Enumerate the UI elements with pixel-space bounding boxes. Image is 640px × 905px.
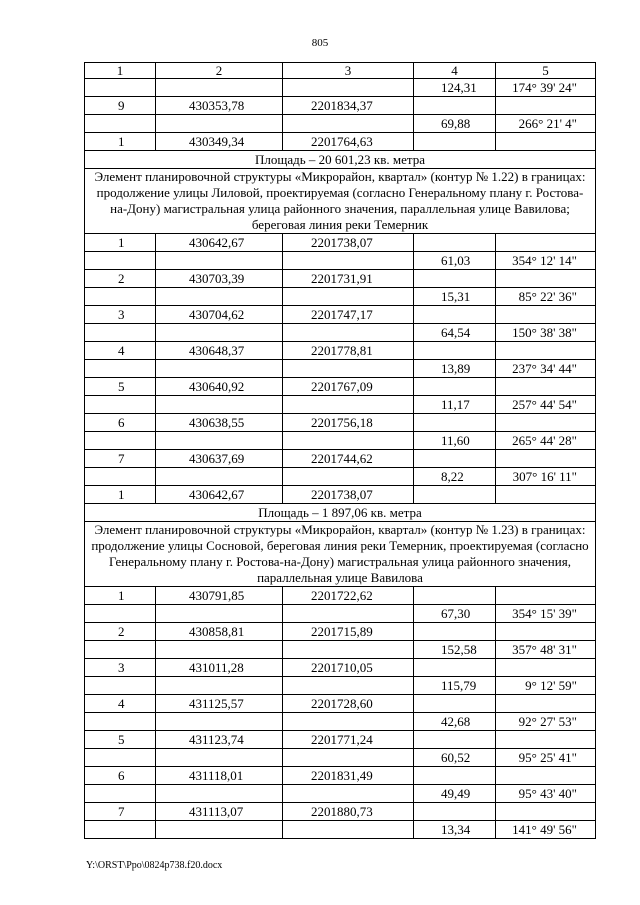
point-number-cell [85, 749, 156, 767]
point-number-cell: 6 [85, 767, 156, 785]
point-number-cell [85, 677, 156, 695]
y-coordinate-cell [283, 115, 414, 133]
element-description: Элемент планировочной структуры «Микрорайон, квартал» (контур № 1.23) в границах: продолжение улицы Сосновой, береговая линия реки Темерник, проектируемая (согласно Генеральному плану г. Ростова-на-Дону) магистральная улица районного значения, параллельная улице Вавилова [85, 522, 596, 587]
y-coordinate-cell: 2201738,07 [283, 234, 414, 252]
point-number-cell [85, 821, 156, 839]
y-coordinate-cell: 2201731,91 [283, 270, 414, 288]
x-coordinate-cell [156, 785, 283, 803]
x-coordinate-cell [156, 468, 283, 486]
bearing-cell [496, 659, 596, 677]
area-text: Площадь – 1 897,06 кв. метра [85, 504, 596, 522]
table-row [85, 785, 596, 803]
x-coordinate-cell: 430648,37 [156, 342, 283, 360]
x-coordinate-cell: 430858,81 [156, 623, 283, 641]
y-coordinate-cell: 2201747,17 [283, 306, 414, 324]
bearing-cell: 95° 43' 40" [496, 785, 596, 803]
table-row [85, 133, 596, 151]
x-coordinate-cell: 431125,57 [156, 695, 283, 713]
x-coordinate-cell: 431113,07 [156, 803, 283, 821]
y-coordinate-cell: 2201728,60 [283, 695, 414, 713]
x-coordinate-cell [156, 605, 283, 623]
point-number-cell: 6 [85, 414, 156, 432]
table-row [85, 486, 596, 504]
distance-cell: 115,79 [414, 677, 496, 695]
table-row [85, 468, 596, 486]
x-coordinate-cell: 430791,85 [156, 587, 283, 605]
point-number-cell: 5 [85, 378, 156, 396]
table-row [85, 378, 596, 396]
y-coordinate-cell: 2201831,49 [283, 767, 414, 785]
distance-cell: 42,68 [414, 713, 496, 731]
element-description-row [85, 169, 596, 234]
bearing-cell: 85° 22' 36" [496, 288, 596, 306]
table-row [85, 659, 596, 677]
point-number-cell: 2 [85, 270, 156, 288]
bearing-cell: 174° 39' 24" [496, 79, 596, 97]
bearing-cell: 307° 16' 11" [496, 468, 596, 486]
x-coordinate-cell [156, 821, 283, 839]
x-coordinate-cell: 430640,92 [156, 378, 283, 396]
distance-cell [414, 623, 496, 641]
point-number-cell [85, 324, 156, 342]
bearing-cell: 354° 15' 39" [496, 605, 596, 623]
distance-cell [414, 587, 496, 605]
x-coordinate-cell [156, 396, 283, 414]
y-coordinate-cell: 2201764,63 [283, 133, 414, 151]
point-number-cell [85, 252, 156, 270]
x-coordinate-cell [156, 79, 283, 97]
y-coordinate-cell: 2201738,07 [283, 486, 414, 504]
y-coordinate-cell [283, 677, 414, 695]
x-coordinate-cell: 430353,78 [156, 97, 283, 115]
table-row [85, 270, 596, 288]
file-path-footer: Y:\ORST\Ppo\0824p738.f20.docx [86, 860, 223, 871]
distance-cell [414, 659, 496, 677]
bearing-cell: 141° 49' 56" [496, 821, 596, 839]
bearing-cell [496, 234, 596, 252]
bearing-cell [496, 342, 596, 360]
table-row [85, 414, 596, 432]
distance-cell [414, 306, 496, 324]
y-coordinate-cell [283, 252, 414, 270]
x-coordinate-cell: 431123,74 [156, 731, 283, 749]
table-row [85, 749, 596, 767]
table-row [85, 234, 596, 252]
point-number-cell: 9 [85, 97, 156, 115]
point-number-cell [85, 79, 156, 97]
point-number-cell: 4 [85, 342, 156, 360]
distance-cell [414, 731, 496, 749]
header-cell: 4 [414, 63, 496, 79]
x-coordinate-cell [156, 360, 283, 378]
bearing-cell [496, 97, 596, 115]
table-row [85, 641, 596, 659]
distance-cell: 64,54 [414, 324, 496, 342]
element-description-row [85, 522, 596, 587]
y-coordinate-cell [283, 324, 414, 342]
table-row [85, 396, 596, 414]
distance-cell: 8,22 [414, 468, 496, 486]
point-number-cell [85, 288, 156, 306]
table-row [85, 115, 596, 133]
x-coordinate-cell [156, 749, 283, 767]
bearing-cell [496, 587, 596, 605]
bearing-cell [496, 450, 596, 468]
bearing-cell: 265° 44' 28" [496, 432, 596, 450]
table-row [85, 713, 596, 731]
distance-cell [414, 342, 496, 360]
x-coordinate-cell: 430642,67 [156, 234, 283, 252]
x-coordinate-cell: 431118,01 [156, 767, 283, 785]
y-coordinate-cell [283, 641, 414, 659]
y-coordinate-cell: 2201756,18 [283, 414, 414, 432]
point-number-cell [85, 713, 156, 731]
y-coordinate-cell [283, 79, 414, 97]
x-coordinate-cell: 430349,34 [156, 133, 283, 151]
point-number-cell: 7 [85, 450, 156, 468]
header-cell: 5 [496, 63, 596, 79]
distance-cell [414, 270, 496, 288]
bearing-cell [496, 623, 596, 641]
area-row [85, 504, 596, 522]
y-coordinate-cell [283, 605, 414, 623]
x-coordinate-cell: 430703,39 [156, 270, 283, 288]
table-row [85, 677, 596, 695]
header-cell: 2 [156, 63, 283, 79]
distance-cell: 13,89 [414, 360, 496, 378]
y-coordinate-cell: 2201767,09 [283, 378, 414, 396]
y-coordinate-cell [283, 785, 414, 803]
table-row [85, 587, 596, 605]
x-coordinate-cell [156, 677, 283, 695]
table-row [85, 288, 596, 306]
y-coordinate-cell [283, 360, 414, 378]
page-number: 805 [311, 37, 329, 49]
distance-cell [414, 378, 496, 396]
point-number-cell [85, 641, 156, 659]
table-row [85, 623, 596, 641]
point-number-cell [85, 432, 156, 450]
distance-cell [414, 234, 496, 252]
bearing-cell [496, 378, 596, 396]
distance-cell: 152,58 [414, 641, 496, 659]
bearing-cell [496, 270, 596, 288]
bearing-cell [496, 803, 596, 821]
point-number-cell: 1 [85, 234, 156, 252]
table-row [85, 767, 596, 785]
x-coordinate-cell: 430638,55 [156, 414, 283, 432]
y-coordinate-cell: 2201715,89 [283, 623, 414, 641]
point-number-cell: 1 [85, 133, 156, 151]
distance-cell: 61,03 [414, 252, 496, 270]
distance-cell: 11,60 [414, 432, 496, 450]
bearing-cell: 237° 34' 44" [496, 360, 596, 378]
table-row [85, 450, 596, 468]
x-coordinate-cell [156, 432, 283, 450]
point-number-cell: 1 [85, 486, 156, 504]
y-coordinate-cell: 2201744,62 [283, 450, 414, 468]
distance-cell [414, 133, 496, 151]
table-row [85, 360, 596, 378]
distance-cell [414, 695, 496, 713]
point-number-cell [85, 115, 156, 133]
x-coordinate-cell: 430704,62 [156, 306, 283, 324]
bearing-cell: 357° 48' 31" [496, 641, 596, 659]
area-text: Площадь – 20 601,23 кв. метра [85, 151, 596, 169]
point-number-cell: 3 [85, 659, 156, 677]
element-description: Элемент планировочной структуры «Микрорайон, квартал» (контур № 1.22) в границах: продолжение улицы Лиловой, проектируемая (согласно Генеральному плану г. Ростова-на-Дону) магистральная улица районного значения, параллельная улице Вавилова; береговая линия реки Темерник [85, 169, 596, 234]
distance-cell [414, 803, 496, 821]
point-number-cell: 5 [85, 731, 156, 749]
x-coordinate-cell [156, 324, 283, 342]
table-row [85, 342, 596, 360]
bearing-cell [496, 306, 596, 324]
area-row [85, 151, 596, 169]
x-coordinate-cell [156, 252, 283, 270]
table-row [85, 97, 596, 115]
table-row [85, 821, 596, 839]
x-coordinate-cell [156, 115, 283, 133]
header-cell: 3 [283, 63, 414, 79]
table-row [85, 731, 596, 749]
point-number-cell: 7 [85, 803, 156, 821]
x-coordinate-cell: 430637,69 [156, 450, 283, 468]
y-coordinate-cell: 2201778,81 [283, 342, 414, 360]
distance-cell: 13,34 [414, 821, 496, 839]
point-number-cell [85, 785, 156, 803]
bearing-cell: 9° 12' 59" [496, 677, 596, 695]
distance-cell: 15,31 [414, 288, 496, 306]
table-row [85, 605, 596, 623]
coordinates-table [84, 62, 596, 839]
bearing-cell [496, 133, 596, 151]
bearing-cell [496, 414, 596, 432]
table-row [85, 252, 596, 270]
point-number-cell [85, 360, 156, 378]
bearing-cell: 266° 21' 4" [496, 115, 596, 133]
bearing-cell: 95° 25' 41" [496, 749, 596, 767]
distance-cell: 124,31 [414, 79, 496, 97]
x-coordinate-cell [156, 288, 283, 306]
bearing-cell: 257° 44' 54" [496, 396, 596, 414]
y-coordinate-cell: 2201880,73 [283, 803, 414, 821]
point-number-cell [85, 605, 156, 623]
table-header-row [85, 63, 596, 79]
x-coordinate-cell: 431011,28 [156, 659, 283, 677]
point-number-cell: 4 [85, 695, 156, 713]
point-number-cell: 1 [85, 587, 156, 605]
bearing-cell: 150° 38' 38" [496, 324, 596, 342]
point-number-cell [85, 468, 156, 486]
point-number-cell [85, 396, 156, 414]
bearing-cell [496, 486, 596, 504]
point-number-cell: 2 [85, 623, 156, 641]
distance-cell [414, 450, 496, 468]
distance-cell [414, 97, 496, 115]
y-coordinate-cell: 2201771,24 [283, 731, 414, 749]
distance-cell: 67,30 [414, 605, 496, 623]
x-coordinate-cell: 430642,67 [156, 486, 283, 504]
y-coordinate-cell [283, 288, 414, 306]
distance-cell: 49,49 [414, 785, 496, 803]
x-coordinate-cell [156, 641, 283, 659]
table-row [85, 306, 596, 324]
bearing-cell [496, 767, 596, 785]
distance-cell: 60,52 [414, 749, 496, 767]
distance-cell [414, 767, 496, 785]
table-row [85, 324, 596, 342]
y-coordinate-cell: 2201834,37 [283, 97, 414, 115]
y-coordinate-cell [283, 713, 414, 731]
y-coordinate-cell: 2201722,62 [283, 587, 414, 605]
x-coordinate-cell [156, 713, 283, 731]
table-row [85, 432, 596, 450]
y-coordinate-cell [283, 468, 414, 486]
bearing-cell [496, 731, 596, 749]
bearing-cell: 92° 27' 53" [496, 713, 596, 731]
point-number-cell: 3 [85, 306, 156, 324]
bearing-cell [496, 695, 596, 713]
table-row [85, 79, 596, 97]
distance-cell: 11,17 [414, 396, 496, 414]
distance-cell [414, 414, 496, 432]
table-row [85, 695, 596, 713]
y-coordinate-cell [283, 749, 414, 767]
y-coordinate-cell [283, 821, 414, 839]
distance-cell: 69,88 [414, 115, 496, 133]
bearing-cell: 354° 12' 14" [496, 252, 596, 270]
distance-cell [414, 486, 496, 504]
header-cell: 1 [85, 63, 156, 79]
y-coordinate-cell [283, 432, 414, 450]
y-coordinate-cell [283, 396, 414, 414]
table-row [85, 803, 596, 821]
y-coordinate-cell: 2201710,05 [283, 659, 414, 677]
